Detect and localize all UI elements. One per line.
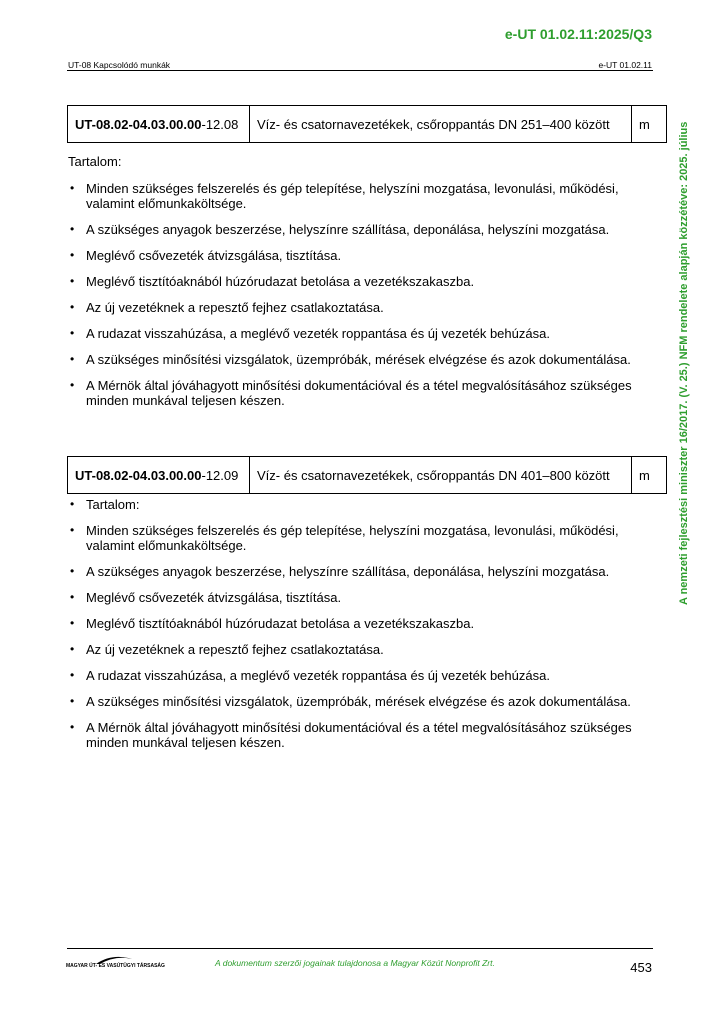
- bullet-icon: •: [70, 352, 75, 366]
- list-item-text: Minden szükséges felszerelés és gép telepítése, helyszíni mozgatása, levonulási, működési, valamint előmunkaköltsége.: [86, 523, 619, 553]
- list-item-text: Meglévő csővezeték átvizsgálása, tisztítása.: [86, 590, 342, 605]
- list-item: [68, 181, 658, 211]
- list-item-text: Meglévő tisztítóaknából húzórudazat betolása a vezetékszakaszba.: [86, 616, 475, 631]
- bullet-icon: •: [70, 274, 75, 288]
- section-header: UT-08 Kapcsolódó munkák: [68, 60, 171, 70]
- list-item: [68, 590, 658, 605]
- item-description: Víz- és csatornavezetékek, csőroppantás DN 401–800 között: [250, 457, 632, 493]
- list-item: [68, 352, 658, 367]
- list-item-text: A szükséges anyagok beszerzése, helyszínre szállítása, deponálása, helyszíni mozgatása.: [86, 222, 610, 237]
- item-unit: m: [639, 467, 650, 483]
- bullet-icon: •: [70, 326, 75, 340]
- list-item-text: A szükséges minősítési vizsgálatok, üzempróbák, mérések elvégzése és azok dokumentálása.: [86, 694, 631, 709]
- item-code-suffix: -12.09: [201, 467, 239, 483]
- bullet-icon: •: [70, 300, 75, 314]
- bullet-icon: •: [70, 590, 75, 604]
- list-item-text: A Mérnök által jóváhagyott minősítési dokumentációval és a tétel megvalósításához szükséges minden munkával teljesen készen.: [86, 720, 632, 750]
- list-item: [68, 378, 658, 408]
- list-item: [68, 523, 658, 553]
- list-item-text: A rudazat visszahúzása, a meglévő vezeték roppantása és új vezeték behúzása.: [86, 668, 550, 683]
- item-table-2: [67, 456, 667, 494]
- bullet-icon: •: [70, 378, 75, 392]
- page-number: 453: [630, 960, 652, 975]
- list-item: [68, 248, 658, 263]
- publication-note: A nemzeti fejlesztési miniszter 16/2017. (V. 25.) NFM rendelete alapján közzétéve: 2025. július: [678, 121, 690, 605]
- item-description: Víz- és csatornavezetékek, csőroppantás DN 251–400 között: [250, 106, 632, 142]
- header-divider: [67, 70, 653, 71]
- list-item-text: Az új vezetéknek a repesztő fejhez csatlakoztatása.: [86, 642, 384, 657]
- bullet-icon: •: [70, 497, 75, 511]
- document-reference: e-UT 01.02.11: [598, 60, 652, 70]
- company-logo: [66, 953, 165, 971]
- list-item-text: A rudazat visszahúzása, a meglévő vezeték roppantása és új vezeték behúzása.: [86, 326, 550, 341]
- bullet-icon: •: [70, 564, 75, 578]
- list-item-text: A szükséges minősítési vizsgálatok, üzempróbák, mérések elvégzése és azok dokumentálása.: [86, 352, 631, 367]
- item-unit: m: [639, 116, 650, 132]
- bullet-icon: •: [70, 222, 75, 236]
- list-item: [68, 326, 658, 341]
- list-item-text: Minden szükséges felszerelés és gép telepítése, helyszíni mozgatása, levonulási, működési, valamint előmunkaköltsége.: [86, 181, 619, 211]
- list-item: [68, 694, 658, 709]
- copyright-notice: A dokumentum szerzői jogainak tulajdonosa a Magyar Közút Nonprofit Zrt.: [215, 958, 495, 968]
- content-list-1: [68, 181, 658, 419]
- list-item-text: Meglévő csővezeték átvizsgálása, tisztítása.: [86, 248, 342, 263]
- bullet-icon: •: [70, 248, 75, 262]
- list-item-text: A Mérnök által jóváhagyott minősítési dokumentációval és a tétel megvalósításához szükséges minden munkával teljesen készen.: [86, 378, 632, 408]
- list-item-text: A szükséges anyagok beszerzése, helyszínre szállítása, deponálása, helyszíni mozgatása.: [86, 564, 610, 579]
- bullet-icon: •: [70, 694, 75, 708]
- list-item: [68, 497, 658, 512]
- list-item: [68, 274, 658, 289]
- bullet-icon: •: [70, 616, 75, 630]
- item-code-suffix: -12.08: [201, 116, 239, 132]
- item-code-main: UT-08.02-04.03.00.00: [75, 116, 202, 132]
- bullet-icon: •: [70, 668, 75, 682]
- list-item: [68, 300, 658, 315]
- list-item: [68, 616, 658, 631]
- footer-divider: [67, 948, 653, 949]
- document-code: e-UT 01.02.11:2025/Q3: [504, 26, 652, 42]
- bullet-icon: •: [70, 181, 75, 195]
- logo-text: MAGYAR ÚT- ÉS VASÚTÜGYI TÁRSASÁG: [66, 963, 165, 969]
- content-list-2: [68, 497, 658, 761]
- item-code-main: UT-08.02-04.03.00.00: [75, 467, 202, 483]
- content-label: Tartalom:: [68, 154, 122, 169]
- list-item: [68, 564, 658, 579]
- list-item: [68, 222, 658, 237]
- item-table-1: [67, 105, 667, 143]
- bullet-icon: •: [70, 523, 75, 537]
- bullet-icon: •: [70, 720, 75, 734]
- list-item-text: Tartalom:: [86, 497, 140, 512]
- list-item: [68, 642, 658, 657]
- list-item-text: Az új vezetéknek a repesztő fejhez csatlakoztatása.: [86, 300, 384, 315]
- list-item: [68, 668, 658, 683]
- bullet-icon: •: [70, 642, 75, 656]
- item-code: [68, 106, 250, 142]
- list-item: [68, 720, 658, 750]
- item-code: [68, 457, 250, 493]
- list-item-text: Meglévő tisztítóaknából húzórudazat betolása a vezetékszakaszba.: [86, 274, 475, 289]
